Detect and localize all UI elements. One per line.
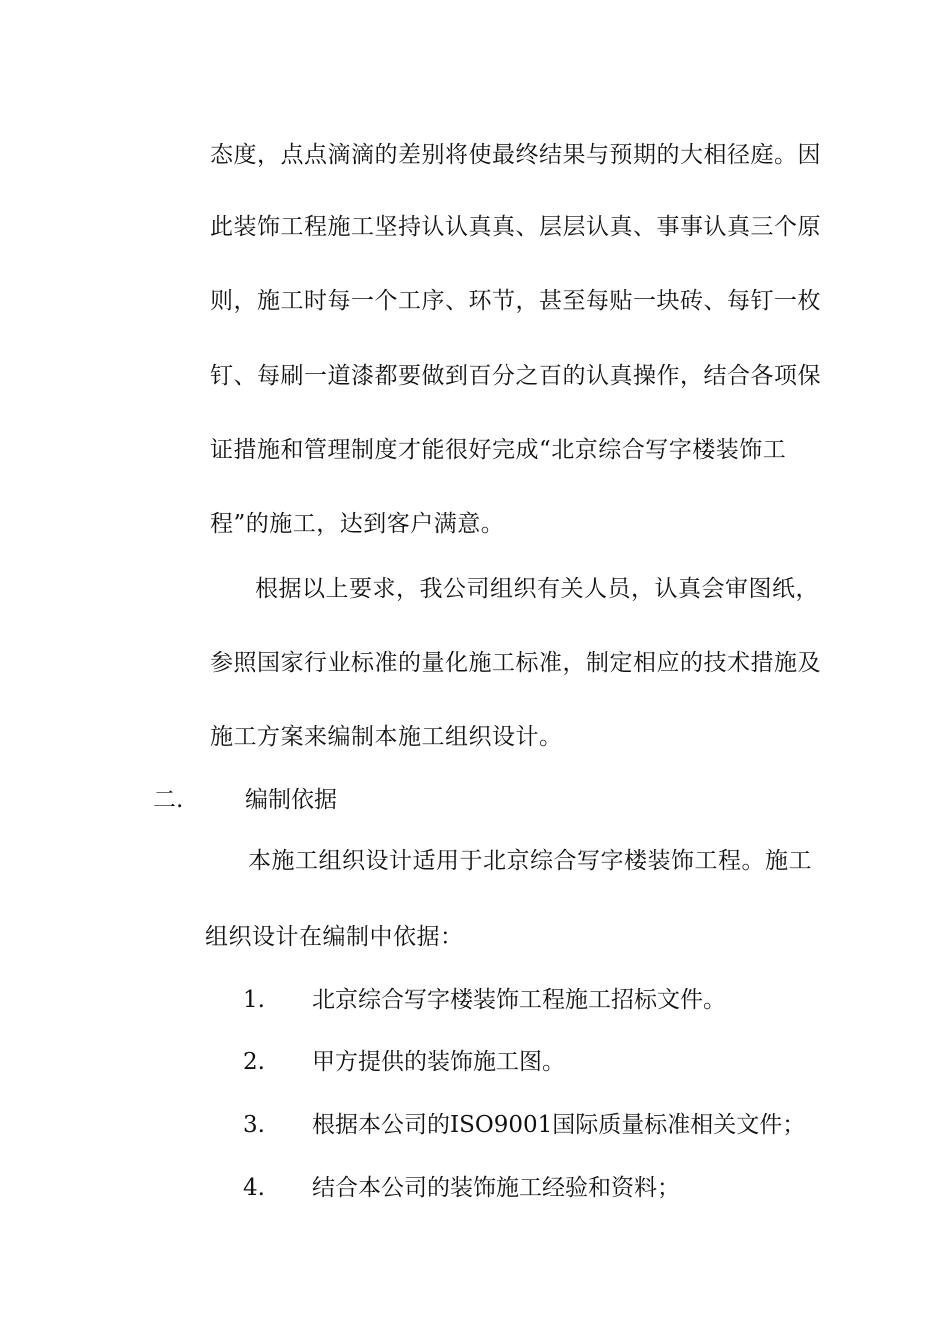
paragraph-line: 根据以上要求，我公司组织有关人员，认真会审图纸， — [255, 576, 819, 602]
list-item-text: 北京综合写字楼装饰工程施工招标文件。 — [312, 987, 726, 1013]
list-item-number: 4. — [243, 1175, 265, 1201]
list-item-number: 2. — [243, 1049, 265, 1075]
paragraph-line: 则，施工时每一个工序、环节，甚至每贴一块砖、每钉一枚 — [210, 288, 821, 314]
list-item-number: 1. — [243, 987, 265, 1013]
paragraph-line: 组织设计在编制中依据： — [205, 924, 464, 950]
list-item-number: 3. — [243, 1112, 265, 1138]
paragraph-line: 钉、每刷一道漆都要做到百分之百的认真操作，结合各项保 — [210, 363, 821, 389]
paragraph-line: 施工方案来编制本施工组织设计。 — [210, 724, 563, 750]
section-title: 编制依据 — [245, 787, 337, 813]
list-item-text: 甲方提供的装饰施工图。 — [312, 1049, 565, 1075]
list-item-text: 根据本公司的ISO9001国际质量标准相关文件； — [312, 1112, 806, 1138]
paragraph-line: 程”的施工，达到客户满意。 — [210, 511, 505, 537]
section-number: 二. — [153, 787, 184, 813]
paragraph-line: 本施工组织设计适用于北京综合写字楼装饰工程。施工 — [248, 848, 812, 874]
paragraph-line: 证措施和管理制度才能很好完成“北京综合写字楼装饰工 — [210, 437, 787, 463]
list-item-text: 结合本公司的装饰施工经验和资料； — [312, 1175, 680, 1201]
paragraph-line: 此装饰工程施工坚持认认真真、层层认真、事事认真三个原 — [210, 214, 821, 240]
paragraph-line: 态度，点点滴滴的差别将使最终结果与预期的大相径庭。因 — [210, 142, 821, 168]
paragraph-line: 参照国家行业标准的量化施工标准，制定相应的技术措施及 — [210, 650, 821, 676]
